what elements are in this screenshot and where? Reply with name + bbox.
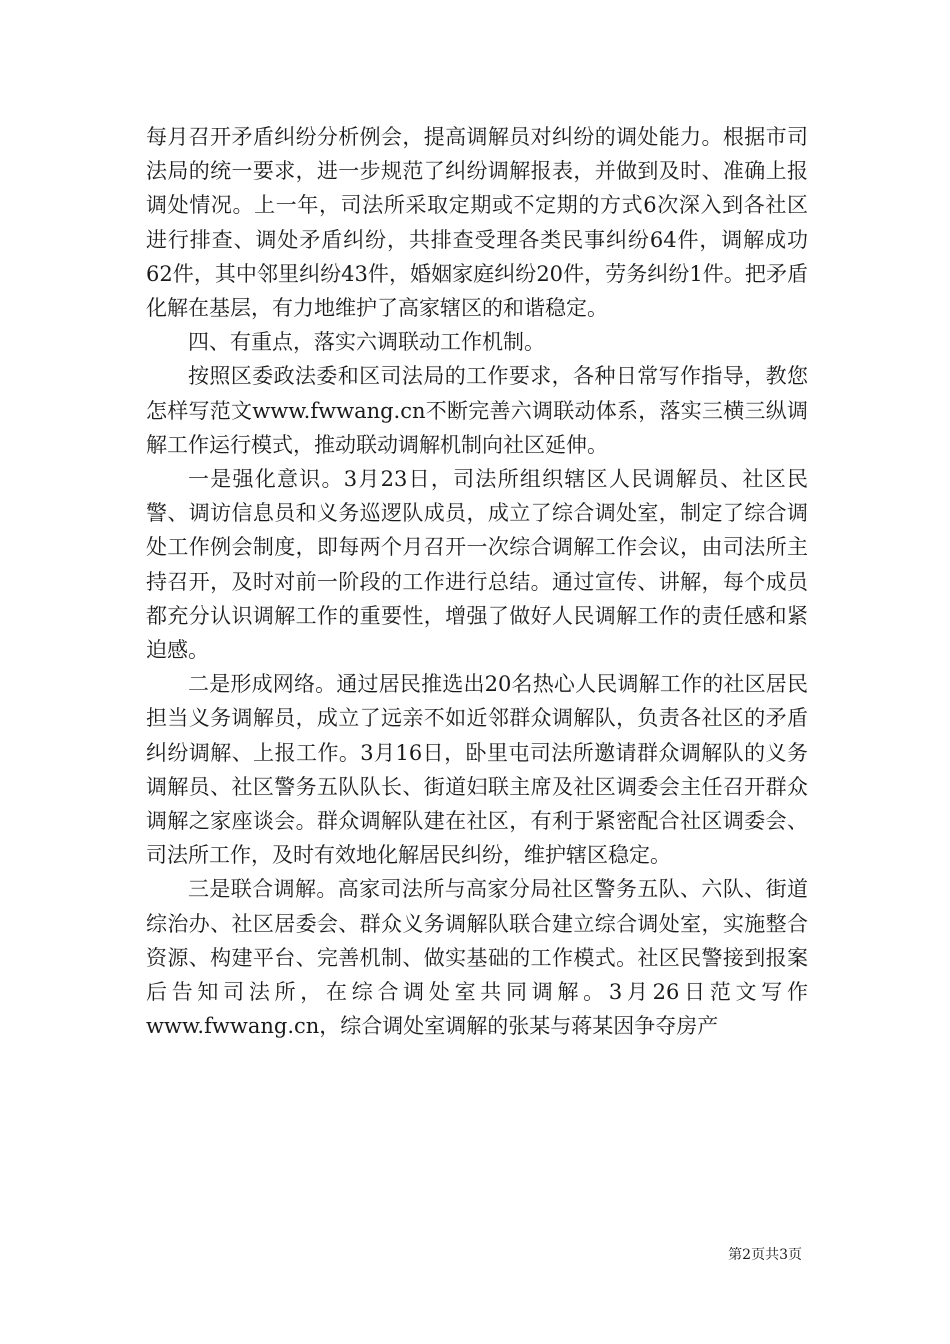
paragraph-continued: 每月召开矛盾纠纷分析例会，提高调解员对纠纷的调处能力。根据市司法局的统一要求，进一步规范了纠纷调解报表，并做到及时、准确上报调处情况。上一年，司法所采取定期或不定期的方式6次深入到各社区进行排查、调处矛盾纠纷，共排查受理各类民事纠纷64件，调解成功62件，其中邻里纠纷43件，婚姻家庭纠纷20件，劳务纠纷1件。把矛盾化解在基层，有力地维护了高家辖区的和谐稳定。	[146, 125, 808, 321]
section-heading-four: 四、有重点，落实六调联动工作机制。	[188, 330, 545, 355]
paragraph-point-three: 三是联合调解。高家司法所与高家分局社区警务五队、六队、街道综治办、社区居委会、群众义务调解队联合建立综合调处室，实施整合资源、构建平台、完善机制、做实基础的工作模式。社区民警接到报案后告知司法所，在综合调处室共同调解。3月26日范文写作www.fwwang.cn，综合调处室调解的张某与蒋某因争夺房产	[146, 877, 808, 1039]
paragraph-point-two: 二是形成网络。通过居民推选出20名热心人民调解工作的社区居民担当义务调解员，成立了远亲不如近邻群众调解队，负责各社区的矛盾纠纷调解、上报工作。3月16日，卧里屯司法所邀请群众调解队的义务调解员、社区警务五队队长、街道妇联主席及社区调委会主任召开群众调解之家座谈会。群众调解队建在社区，有利于紧密配合社区调委会、司法所工作，及时有效地化解居民纠纷，维护辖区稳定。	[146, 672, 808, 868]
document-body	[146, 120, 808, 1043]
paragraph-intro: 按照区委政法委和区司法局的工作要求，各种日常写作指导，教您怎样写范文www.fwwang.cn不断完善六调联动体系，落实三横三纵调解工作运行模式，推动联动调解机制向社区延伸。	[146, 364, 808, 457]
paragraph-point-one: 一是强化意识。3月23日，司法所组织辖区人民调解员、社区民警、调访信息员和义务巡逻队成员，成立了综合调处室，制定了综合调处工作例会制度，即每两个月召开一次综合调解工作会议，由司法所主持召开，及时对前一阶段的工作进行总结。通过宣传、讲解，每个成员都充分认识调解工作的重要性，增强了做好人民调解工作的责任感和紧迫感。	[146, 467, 808, 663]
page-number-footer: 第2页共3页	[728, 1247, 802, 1263]
